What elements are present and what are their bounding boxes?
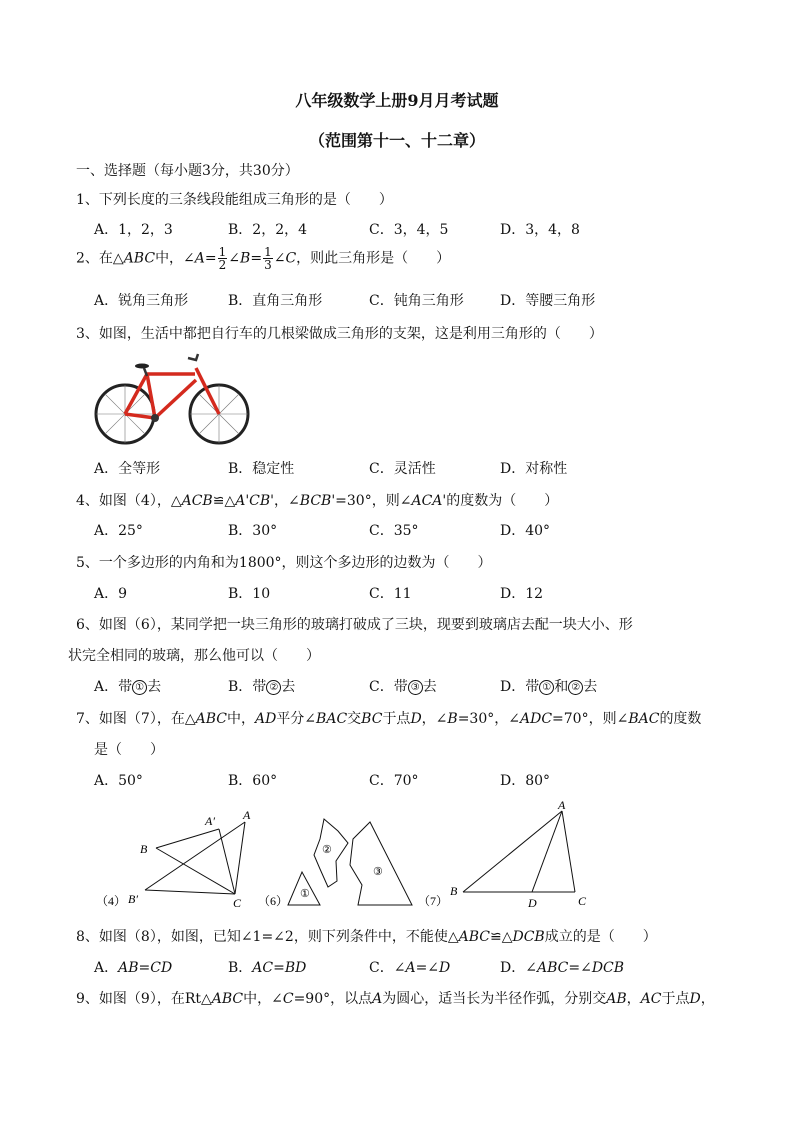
fig6-piece-1-label: ①: [300, 888, 310, 900]
q4-option-b: B．30°: [228, 523, 278, 539]
figure-4-caption: （4）: [96, 894, 127, 908]
bicycle-image: [92, 350, 252, 446]
fig4-label-b-prime: B′: [128, 892, 138, 906]
figure-7-triangle: [463, 811, 575, 892]
page-subtitle: （范围第十一、十二章）: [308, 131, 485, 150]
fig4-label-b: B: [140, 842, 148, 856]
fig4-label-a-prime: A′: [205, 814, 215, 828]
q7-option-d: D．80°: [500, 773, 551, 789]
q1-option-d: D．3，4，8: [500, 222, 580, 238]
section-heading: 一、选择题（每小题3分，共30分）: [76, 163, 299, 179]
q4-option-c: C．35°: [369, 523, 419, 539]
q5-option-d: D．12: [500, 586, 544, 602]
q1-option-c: C．3，4，5: [369, 222, 449, 238]
figure-7-caption: （7）: [418, 894, 449, 908]
q3-option-a: A．全等形: [94, 461, 161, 477]
page-title: 八年级数学上册9月月考试题: [295, 91, 499, 110]
q8-option-a: A．AB=CD: [94, 960, 173, 976]
question-4-stem: 4、如图（4），△ACB≌△A'CB'，∠BCB'=30°，则∠ACA'的度数为（ ）: [76, 493, 559, 509]
q6-option-a: A．带 ① 去: [94, 679, 162, 695]
fig6-piece-3-label: ③: [373, 866, 383, 878]
q5-option-b: B．10: [228, 586, 271, 602]
q4-option-a: A．25°: [94, 523, 143, 539]
question-5-stem: 5、一个多边形的内角和为1800°，则这个多边形的边数为（ ）: [76, 555, 492, 571]
figure-6-caption: （6）: [258, 894, 289, 908]
question-8-stem: 8、如图（8），如图，已知∠1=∠2，则下列条件中，不能使△ABC≌△DCB成立的是（ ）: [76, 929, 657, 945]
question-9-stem: 9、如图（9），在Rt△ABC中，∠C=90°，以点A为圆心，适当长为半径作弧，分别交AB，AC于点D，: [76, 991, 715, 1007]
q1-option-b: B．2，2，4: [228, 222, 308, 238]
q3-option-b: B．稳定性: [228, 461, 295, 477]
fig7-label-d: D: [528, 896, 537, 910]
q4-option-d: D．40°: [500, 523, 551, 539]
fraction-one-third: $\frac{1}{3}$: [264, 245, 272, 272]
fig7-label-b: B: [450, 884, 458, 898]
figures-row: [0, 795, 794, 915]
question-7-stem-line-2: 是（ ）: [94, 742, 164, 758]
q2-option-d: D．等腰三角形: [500, 293, 596, 309]
fig7-label-a: A: [558, 798, 566, 812]
question-3-stem: 3、如图，生活中都把自行车的几根梁做成三角形的支架，这是利用三角形的（ ）: [76, 326, 603, 342]
q7-option-b: B．60°: [228, 773, 278, 789]
fig4-label-a: A: [243, 808, 251, 822]
q2-option-c: C．钝角三角形: [369, 293, 464, 309]
figure-4-triangles: [145, 822, 245, 894]
fig4-label-c: C: [233, 896, 242, 910]
q8-option-b: B．AC=BD: [228, 960, 307, 976]
fig6-piece-2-label: ②: [322, 844, 332, 856]
question-6-stem-line-1: 6、如图（6），某同学把一块三角形的玻璃打破成了三块，现要到玻璃店去配一块大小、形: [76, 617, 633, 633]
q1-option-a: A．1，2，3: [94, 222, 173, 238]
question-7-stem-line-1: 7、如图（7），在△ABC中，AD平分∠BAC交BC于点D，∠B=30°，∠ADC=70°，则∠BAC的度数: [76, 711, 702, 727]
question-6-stem-line-2: 状完全相同的玻璃，那么他可以（ ）: [68, 648, 320, 664]
q6-option-c: C．带 ③ 去: [369, 679, 437, 695]
q3-option-d: D．对称性: [500, 461, 568, 477]
q3-option-c: C．灵活性: [369, 461, 436, 477]
q2-option-a: A．锐角三角形: [94, 293, 189, 309]
q8-option-c: C．∠A=∠D: [369, 960, 451, 976]
question-2-stem: 2、在△ABC中，∠A= $\frac{1}{2}$ ∠B= $\frac{1}{3}$ ∠C，则此三角形是（ ）: [76, 245, 451, 272]
q6-option-d: D．带 ① 和 ② 去: [500, 679, 598, 695]
q5-option-a: A．9: [94, 586, 128, 602]
q2-option-b: B．直角三角形: [228, 293, 323, 309]
q6-option-b: B．带 ② 去: [228, 679, 296, 695]
q7-option-a: A．50°: [94, 773, 143, 789]
fraction-one-half: $\frac{1}{2}$: [218, 245, 227, 272]
q7-option-c: C．70°: [369, 773, 419, 789]
question-1-stem: 1、下列长度的三条线段能组成三角形的是（ ）: [76, 192, 393, 208]
fig7-label-c: C: [578, 894, 587, 908]
q5-option-c: C．11: [369, 586, 412, 602]
q8-option-d: D．∠ABC=∠DCB: [500, 960, 625, 976]
